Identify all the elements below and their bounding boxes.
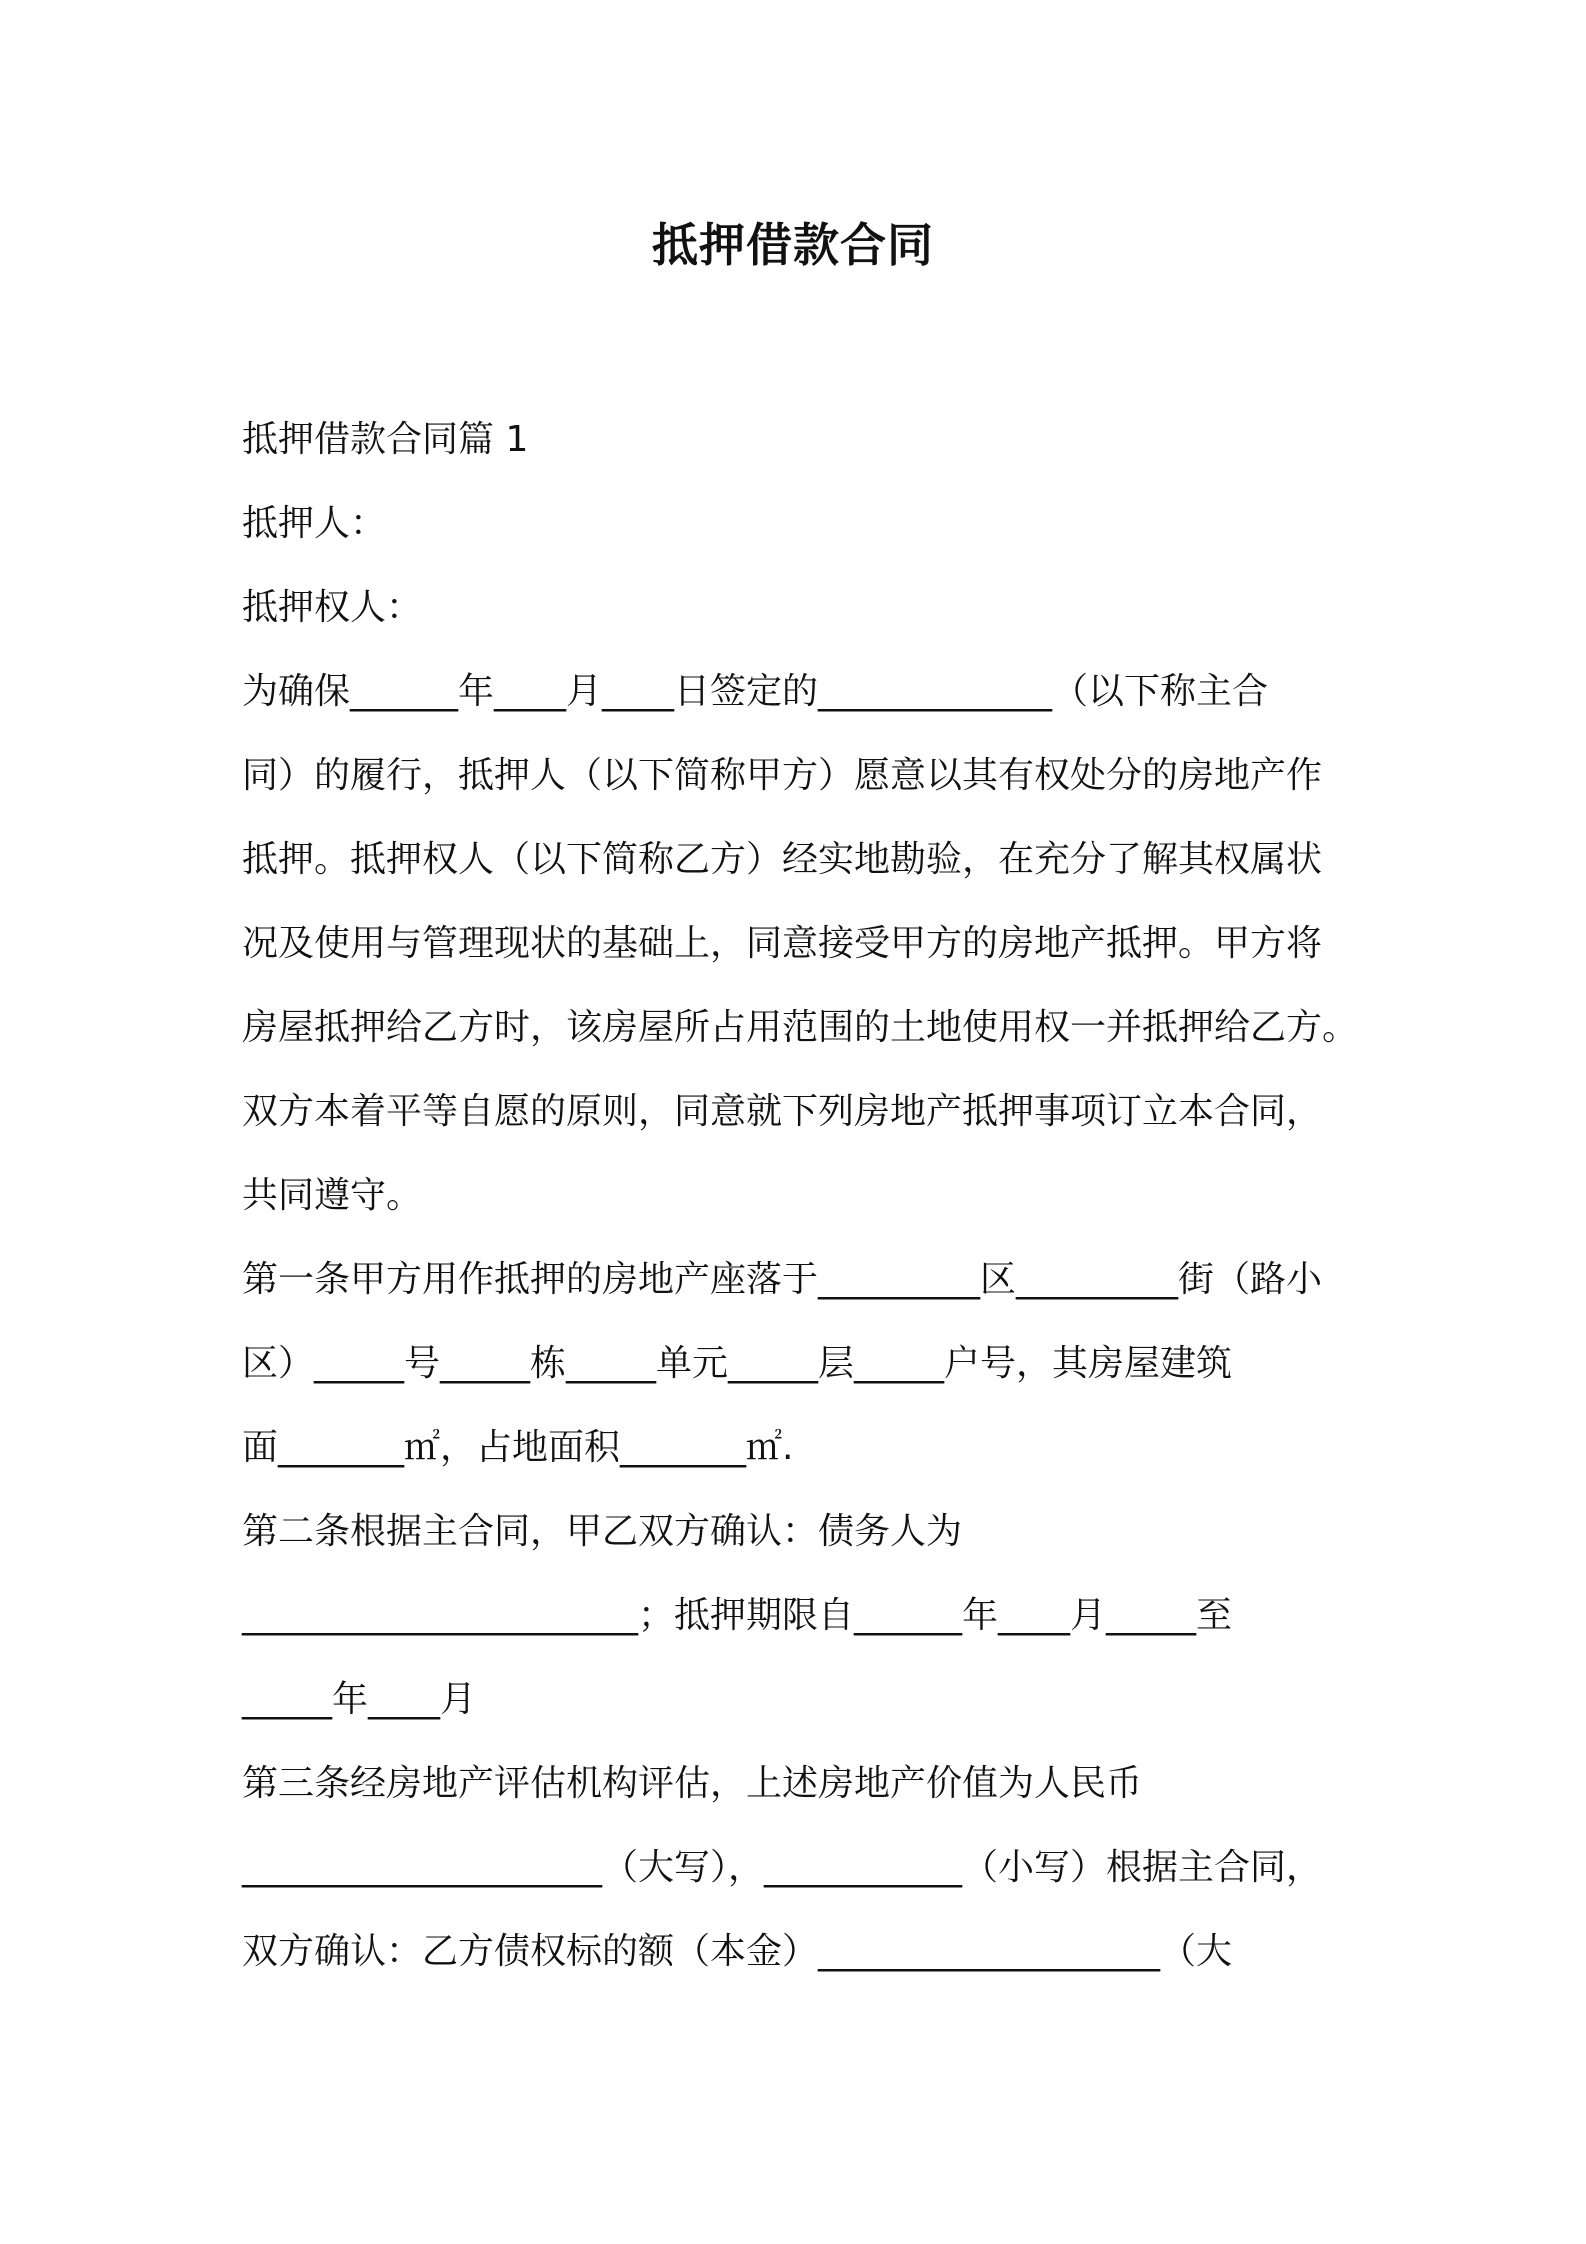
- preamble-line-6: 双方本着平等自愿的原则，同意就下列房地产抵押事项订立本合同，: [242, 1091, 1323, 1132]
- mortgagor-label: 抵押人：: [242, 503, 387, 544]
- article-1-line-3: 面_______㎡，占地面积_______㎡.: [242, 1427, 794, 1468]
- article-3-line-2: ____________________（大写），___________（小写）根据主合同，: [242, 1847, 1323, 1888]
- document-body: [242, 398, 1362, 1994]
- article-3-line-1: 第三条经房地产评估机构评估，上述房地产价值为人民币: [242, 1763, 1143, 1804]
- article-1-line-2: 区）_____号_____栋_____单元_____层_____户号，其房屋建筑: [242, 1343, 1233, 1384]
- article-3-line-3: 双方确认：乙方债权标的额（本金）___________________（大: [242, 1931, 1233, 1972]
- preamble-line-2: 同）的履行，抵押人（以下简称甲方）愿意以其有权处分的房地产作: [242, 755, 1323, 796]
- mortgagee-label: 抵押权人：: [242, 587, 423, 628]
- preamble-line-5: 房屋抵押给乙方时，该房屋所占用范围的土地使用权一并抵押给乙方。: [242, 1007, 1359, 1048]
- preamble-line-4: 况及使用与管理现状的基础上，同意接受甲方的房地产抵押。甲方将: [242, 923, 1323, 964]
- preamble-line-7: 共同遵守。: [242, 1175, 423, 1216]
- preamble-line-3: 抵押。抵押权人（以下简称乙方）经实地勘验，在充分了解其权属状: [242, 839, 1323, 880]
- section-heading: 抵押借款合同篇 1: [242, 419, 529, 460]
- article-2-line-3: _____年____月: [242, 1679, 477, 1720]
- article-2-line-2: ______________________；抵押期限自______年____月_____至: [242, 1595, 1233, 1636]
- article-2-line-1: 第二条根据主合同，甲乙双方确认：债务人为: [242, 1511, 963, 1552]
- document-title: 抵押借款合同: [652, 218, 934, 272]
- article-1-line-1: 第一条甲方用作抵押的房地产座落于_________区_________街（路小: [242, 1259, 1323, 1300]
- preamble-line-1: 为确保______年____月____日签定的_____________（以下称主合: [242, 671, 1269, 712]
